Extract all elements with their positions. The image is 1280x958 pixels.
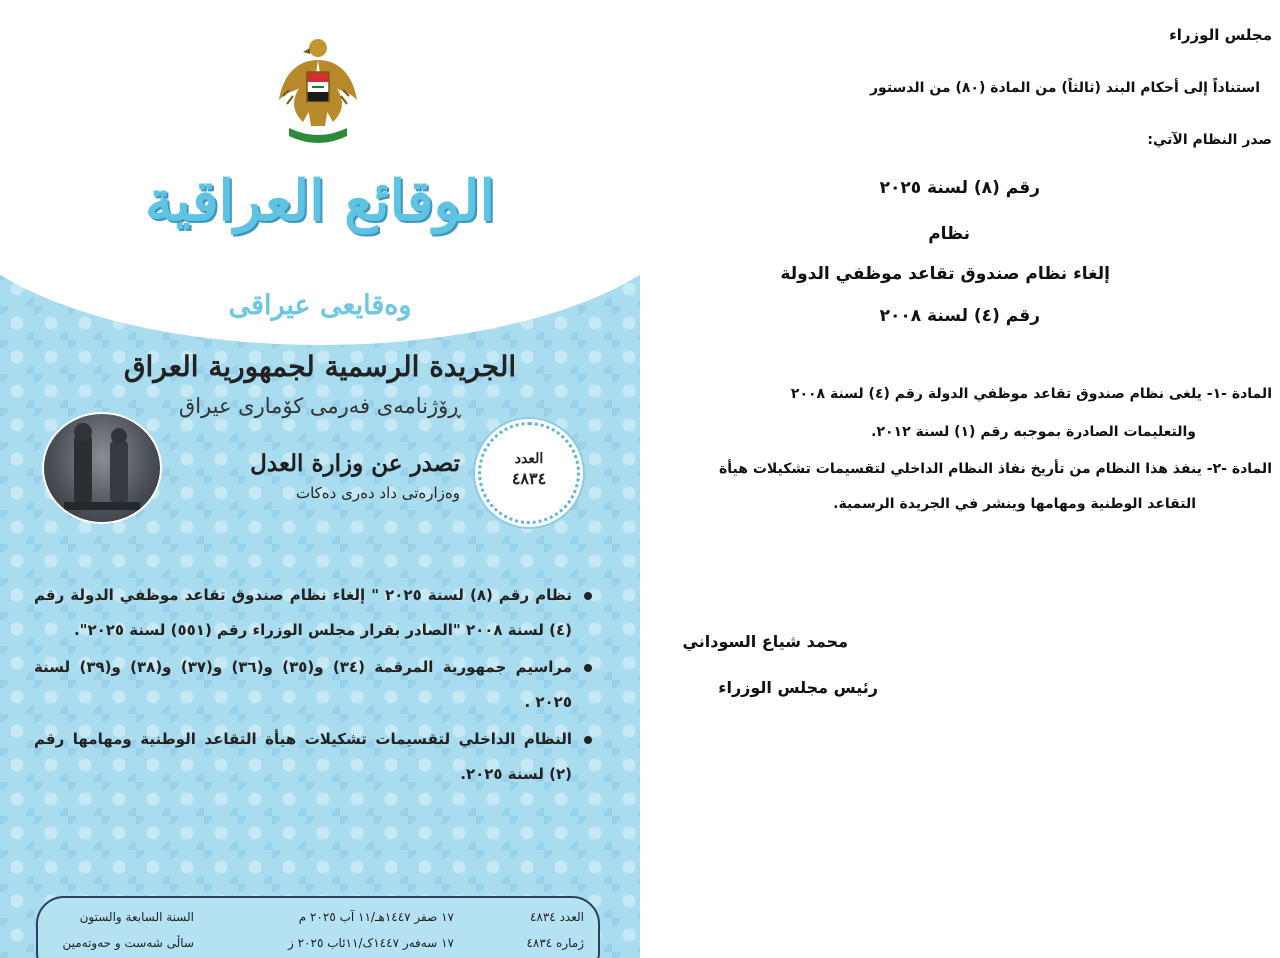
signatory-title: رئيس مجلس الوزراء (718, 678, 878, 697)
issue-number-seal (478, 422, 580, 524)
publisher-label-kurdish: وەزارەتی داد دەری دەکات (295, 484, 460, 502)
constitutional-basis: استناداً إلى أحكام البند (ثالثاً) من المادة (٨٠) من الدستور (869, 80, 1260, 96)
footer-issue: العدد ٤٨٣٤ (529, 910, 584, 924)
gazette-title-kurdish: وەقایعی عیراقی (228, 290, 412, 321)
regulation-subject-number: رقم (٤) لسنة ٢٠٠٨ (879, 306, 1040, 326)
article-1-line-1: المادة -١- يلغى نظام صندوق تقاعد موظفي الدولة رقم (٤) لسنة ٢٠٠٨ (790, 386, 1272, 402)
contents-list (34, 578, 594, 794)
gazette-title: الوقائع العراقية (144, 168, 496, 234)
regulation-subject: إلغاء نظام صندوق تقاعد موظفي الدولة (780, 264, 1110, 284)
regulation-kind: نظام (928, 224, 970, 244)
issued-statement: صدر النظام الآتي: (1147, 132, 1272, 148)
publisher-label: تصدر عن وزارة العدل (250, 450, 460, 477)
issue-footer (36, 896, 600, 958)
footer-year: ساڵی شەست و حەوتەمین (62, 936, 194, 950)
footer-issue: ژمارە ٤٨٣٤ (526, 936, 584, 950)
article-2-line-2: التقاعد الوطنية ومهامها وينشر في الجريدة الرسمية. (833, 496, 1196, 512)
footer-date: ١٧ صفر ١٤٤٧هـ/١١ آب ٢٠٢٥ م (298, 910, 454, 924)
decree-page (640, 0, 1280, 958)
footer-date: ١٧ سەفەر ١٤٤٧ک/١١ئاب ٢٠٢٥ ز (288, 936, 454, 950)
regulation-number: رقم (٨) لسنة ٢٠٢٥ (879, 178, 1040, 198)
contents-item: مراسيم جمهورية المرقمة (٣٤) و(٣٥) و(٣٦) و(٣٧) و(٣٨) و(٣٩) لسنة ٢٠٢٥ . (34, 650, 594, 720)
relief-sculpture-image (42, 412, 162, 524)
footer-year: السنة السابعة والستون (79, 910, 194, 924)
relief-figures-icon (44, 414, 160, 522)
issue-label: العدد (514, 451, 544, 467)
contents-item: النظام الداخلي لتقسيمات تشكيلات هيأة التقاعد الوطنية ومهامها رقم (٢) لسنة ٢٠٢٥. (34, 722, 594, 792)
article-1-line-2: والتعليمات الصادرة بموجبه رقم (١) لسنة ٢٠١٢. (871, 424, 1196, 440)
issue-number: ٤٨٣٤ (511, 469, 547, 488)
footer-row-kurdish (62, 936, 584, 956)
signatory-name: محمد شياع السوداني (682, 632, 848, 651)
gazette-subtitle: الجريدة الرسمية لجمهورية العراق (123, 350, 517, 383)
council-heading: مجلس الوزراء (1169, 26, 1272, 44)
article-2-line-1: المادة -٢- ينفذ هذا النظام من تأريخ نفاذ النظام الداخلي لتقسيمات تشكيلات هيأة (719, 461, 1272, 477)
contents-item: نظام رقم (٨) لسنة ٢٠٢٥ " إلغاء نظام صندوق تقاعد موظفي الدولة رقم (٤) لسنة ٢٠٠٨ "الصادر بقرار مجلس الوزراء رقم (٥٥١) لسنة ٢٠٢٥". (34, 578, 594, 648)
iraq-eagle-emblem-icon (277, 30, 359, 150)
footer-row-arabic (68, 910, 584, 930)
gazette-subtitle-kurdish: ڕۆژنامەی فەرمی کۆماری عیراق (178, 394, 462, 418)
